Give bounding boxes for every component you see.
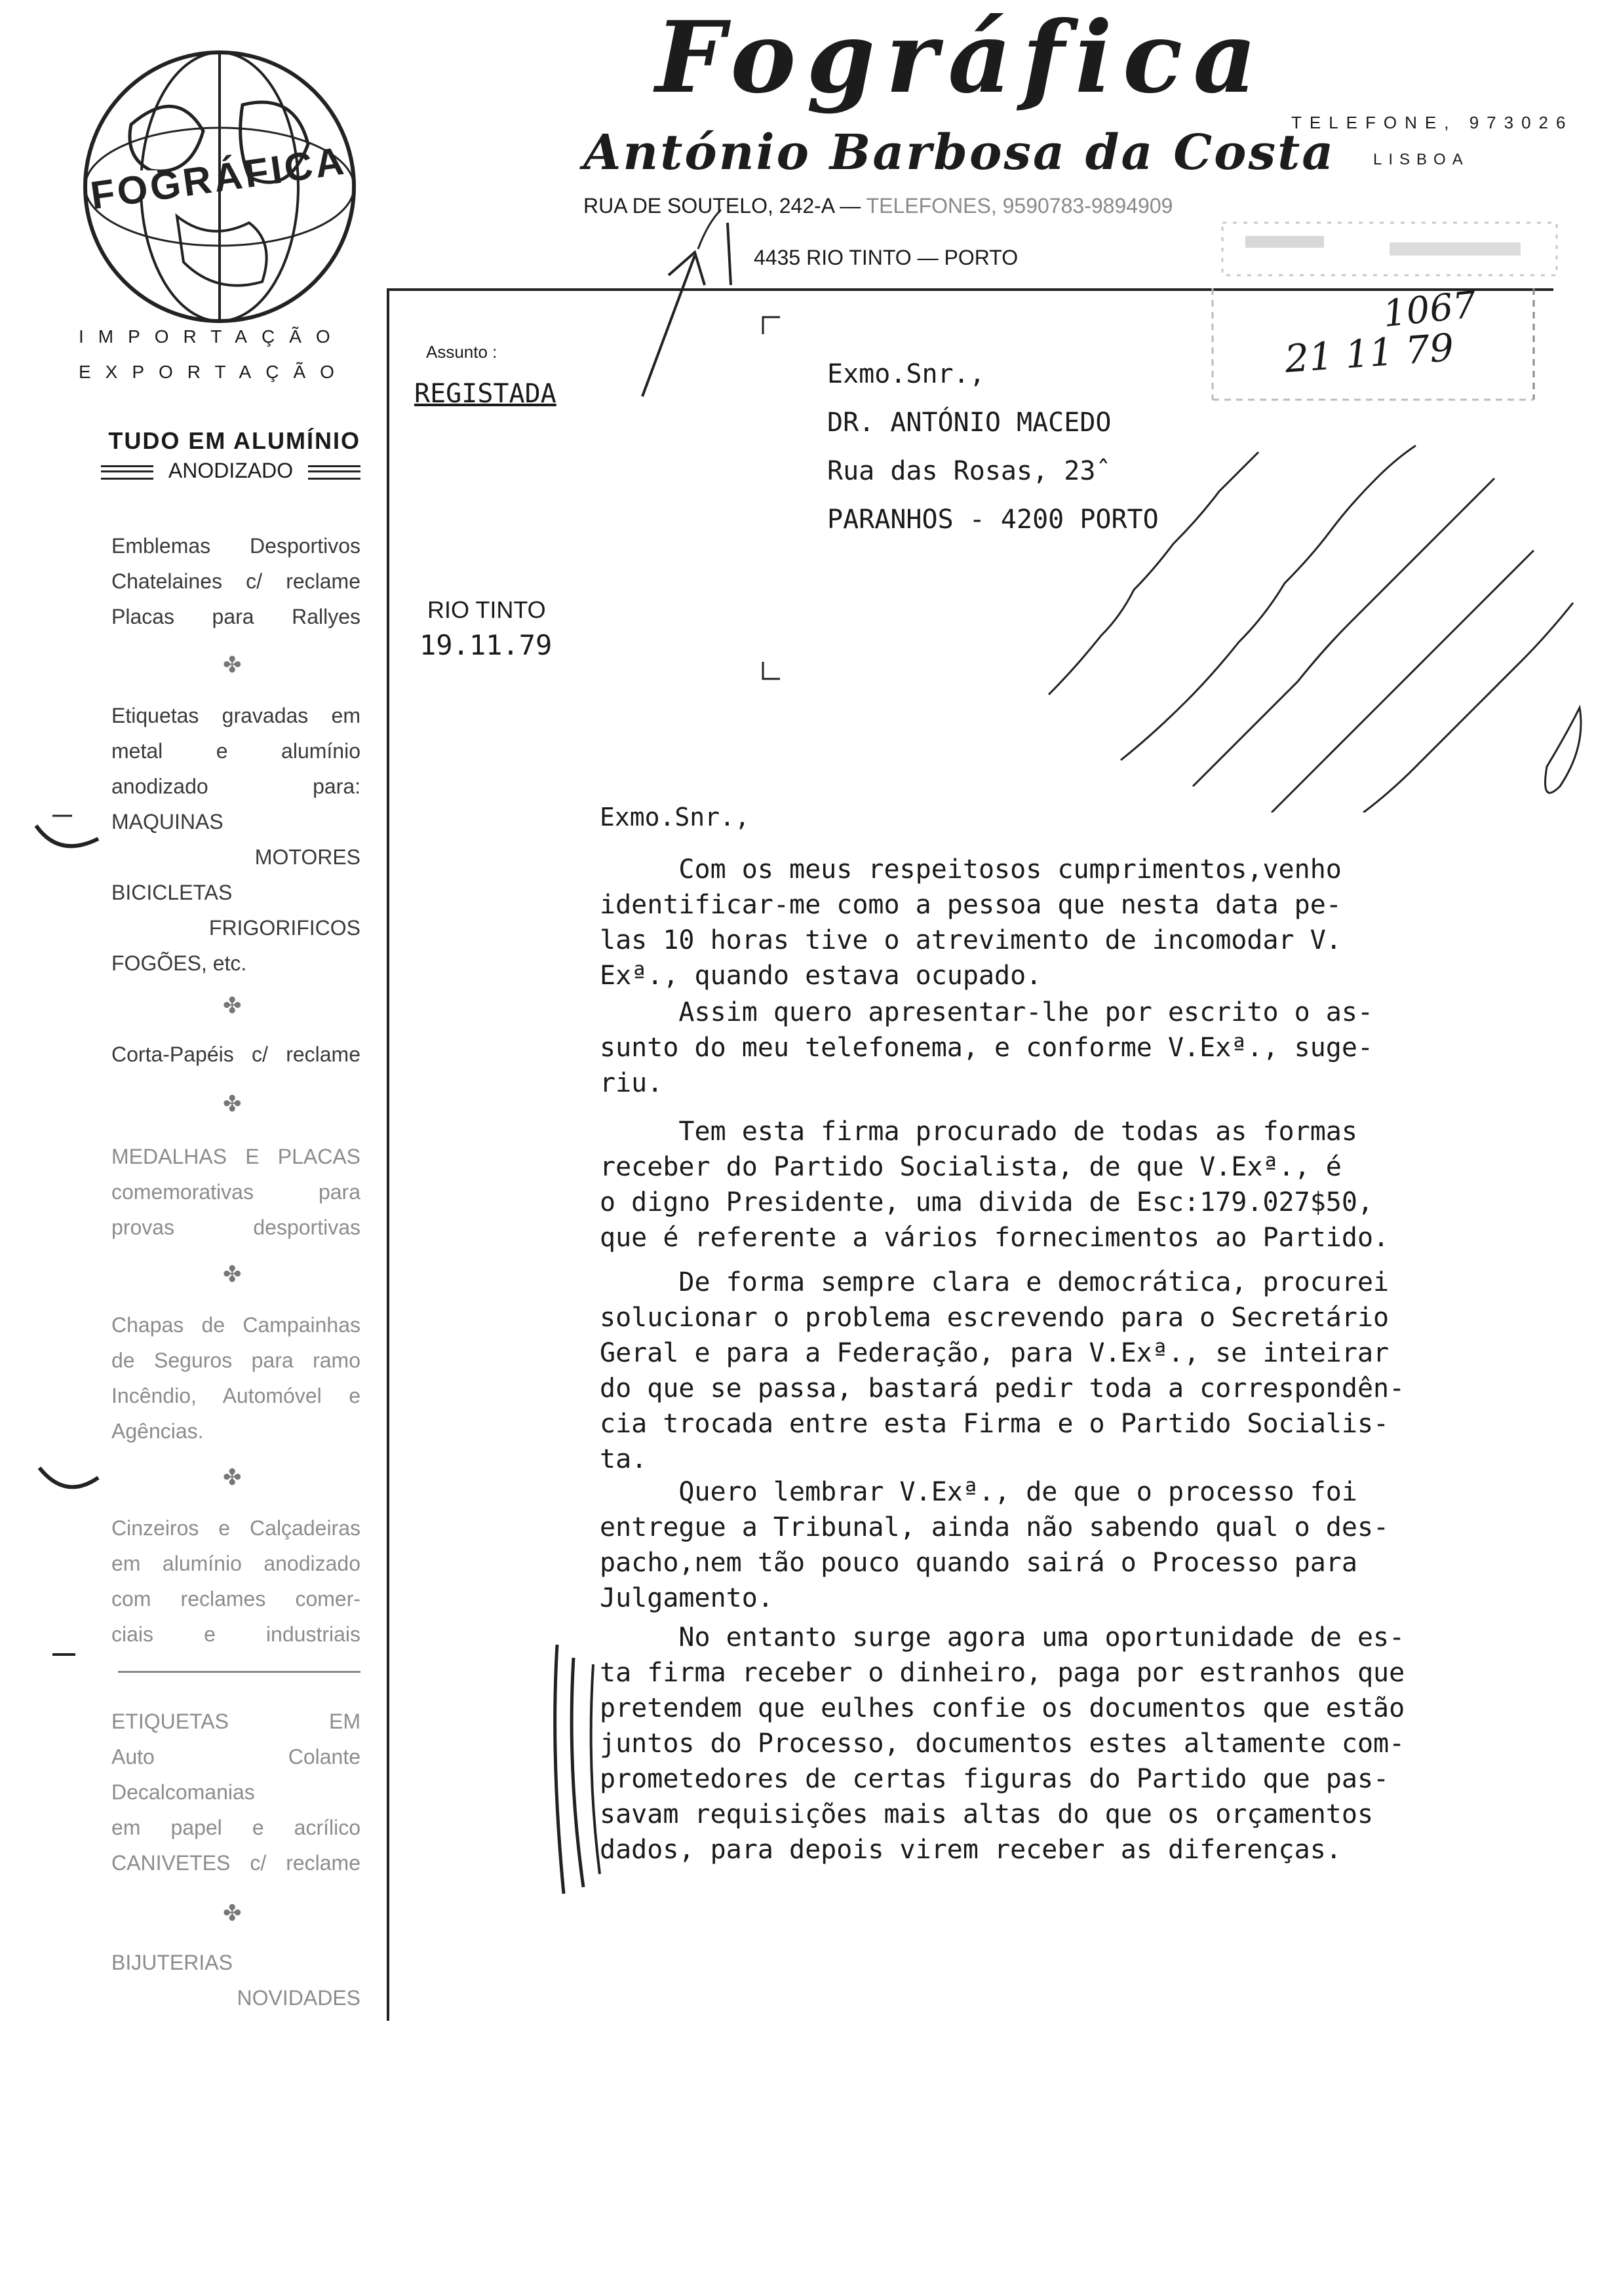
body-line: cia trocada entre esta Firma e o Partido Socialis-: [600, 1409, 1390, 1439]
services-line: metal e alumínio: [111, 739, 360, 763]
body-line: pacho,nem tão pouco quando sairá o Processo para: [600, 1548, 1357, 1578]
services-line: provas desportivas: [111, 1215, 360, 1239]
body-line: juntos do Processo, documentos estes altamente com-: [600, 1729, 1405, 1759]
services-block-2: [111, 698, 360, 981]
services-block-1: [111, 528, 360, 634]
body-line: que é referente a vários fornecimentos ao Partido.: [600, 1223, 1390, 1253]
body-paragraph-5: [600, 1474, 1589, 1616]
faded-stamp: [1219, 216, 1560, 282]
letter-date: 19.11.79: [419, 629, 553, 661]
recipient-line: PARANHOS - 4200 PORTO: [827, 505, 1159, 535]
salutation: Exmo.Snr.,: [600, 803, 750, 832]
body-line: prometedores de certas figuras do Partido que pas-: [600, 1764, 1390, 1794]
recipient-line: Exmo.Snr.,: [827, 359, 985, 389]
services-line: FOGÕES, etc.: [111, 951, 247, 975]
body-line: o digno Presidente, uma divida de Esc:179.027$50,: [600, 1187, 1374, 1217]
separator-ornament: ✤: [223, 993, 242, 1018]
body-line: dados, para depois virem receber as diferenças.: [600, 1835, 1342, 1865]
separator-ornament: ✤: [223, 653, 242, 678]
left-column-divider: [118, 1671, 360, 1673]
services-block-4: [111, 1139, 360, 1245]
subject-label: Assunto :: [426, 342, 497, 362]
services-line: em papel e acrílico: [111, 1816, 360, 1839]
services-line: BICICLETAS: [111, 881, 233, 904]
company-name: Fográfica: [655, 0, 1268, 115]
services-line: Auto Colante: [111, 1745, 360, 1769]
services-line: Emblemas Desportivos: [111, 534, 360, 558]
separator-ornament: ✤: [223, 1092, 242, 1117]
left-rule: [387, 291, 389, 2021]
services-line: anodizado para:: [111, 775, 360, 798]
body-line: ta.: [600, 1444, 648, 1474]
subject-value: REGISTADA: [414, 379, 556, 409]
body-line: Julgamento.: [600, 1583, 773, 1613]
body-line: savam requisições mais altas do que os orçamentos: [600, 1799, 1374, 1829]
services-block-3: [111, 1037, 360, 1072]
exportacao-label: EXPORTAÇÃO: [79, 362, 349, 382]
services-line: NOVIDADES: [237, 1986, 360, 2010]
handwritten-number: 1067: [1380, 283, 1479, 336]
services-line: ciais e industriais: [111, 1622, 360, 1646]
services-block-6: [111, 1510, 360, 1652]
services-line: Cinzeiros e Calçadeiras: [111, 1516, 360, 1540]
anodizado-line: [79, 459, 360, 483]
body-line: ta firma receber o dinheiro, paga por estranhos que: [600, 1658, 1405, 1688]
body-line: Tem esta firma procurado de todas as formas: [600, 1117, 1357, 1147]
services-block-8: [111, 1945, 360, 2016]
services-line: Decalcomanias: [111, 1780, 255, 1804]
body-line: Exª., quando estava ocupado.: [600, 961, 1042, 991]
services-line: MEDALHAS E PLACAS: [111, 1145, 360, 1168]
body-paragraph-3: [600, 1114, 1589, 1255]
services-line: FRIGORIFICOS: [208, 916, 360, 940]
body-line: do que se passa, bastará pedir toda a correspondên-: [600, 1373, 1405, 1404]
importacao-label: IMPORTAÇÃO: [79, 326, 345, 347]
letter-place: RIO TINTO: [427, 596, 546, 623]
window-corner-marks: [760, 315, 787, 681]
recipient-line: DR. ANTÓNIO MACEDO: [827, 408, 1112, 438]
body-line: solucionar o problema escrevendo para o Secretário: [600, 1303, 1390, 1333]
body-paragraph-1: [600, 852, 1589, 993]
body-paragraph-4: [600, 1265, 1589, 1477]
margin-highlight-marks: [544, 1638, 616, 1900]
logo-lettering: FOGRÁFICA: [88, 138, 349, 218]
body-line: Com os meus respeitosos cumprimentos,venho: [600, 854, 1342, 885]
services-block-5: [111, 1307, 360, 1449]
anodizado-label: ANODIZADO: [168, 459, 294, 482]
stamp-frame: [1206, 282, 1547, 406]
services-line: Chatelaines c/ reclame: [111, 569, 360, 593]
body-line: sunto do meu telefonema, e conforme V.Exª., suge-: [600, 1033, 1374, 1063]
body-line: pretendem que eulhes confie os documentos que estão: [600, 1693, 1405, 1723]
services-line: ETIQUETAS EM: [111, 1710, 360, 1733]
services-line: Placas para Rallyes: [111, 605, 360, 628]
body-paragraph-6: [600, 1620, 1589, 1867]
services-line: MAQUINAS: [111, 810, 224, 833]
body-line: Quero lembrar V.Exª., de que o processo foi: [600, 1477, 1357, 1507]
margin-hole-marks: [0, 786, 131, 1736]
phone-label: TELEFONE, 973026: [1291, 113, 1574, 132]
services-line: Chapas de Campainhas: [111, 1313, 360, 1337]
body-paragraph-2: [600, 995, 1589, 1101]
owner-name: António Barbosa da Costa: [583, 124, 1336, 181]
separator-ornament: ✤: [223, 1262, 242, 1287]
body-line: De forma sempre clara e democrática, procurei: [600, 1267, 1390, 1297]
body-line: Assim quero apresentar-lhe por escrito o as-: [600, 997, 1374, 1027]
services-line: com reclames comer-: [111, 1587, 360, 1611]
services-line: CANIVETES c/ reclame: [111, 1851, 360, 1875]
body-line: Geral e para a Federação, para V.Exª., se inteirar: [600, 1338, 1390, 1368]
company-logo: [79, 46, 360, 328]
services-block-7: [111, 1704, 360, 1881]
address-street: RUA DE SOUTELO, 242-A —: [583, 194, 861, 218]
body-line: las 10 horas tive o atrevimento de incomodar V.: [600, 925, 1342, 955]
aluminio-title: TUDO EM ALUMÍNIO: [108, 427, 360, 454]
address-phones: TELEFONES, 9590783-9894909: [866, 194, 1173, 218]
separator-ornament: ✤: [223, 1901, 242, 1926]
body-line: entregue a Tribunal, ainda não sabendo qual o des-: [600, 1512, 1390, 1542]
equals-mark-left: [101, 465, 153, 480]
handwritten-date: 21 11 79: [1283, 325, 1456, 381]
body-line: No entanto surge agora uma oportunidade de es-: [600, 1622, 1405, 1653]
body-line: receber do Partido Socialista, de que V.Exª., é: [600, 1152, 1342, 1182]
handwritten-annotation: [1022, 419, 1599, 813]
services-line: MOTORES: [254, 845, 360, 869]
services-line: de Seguros para ramo: [111, 1349, 360, 1372]
services-line: BIJUTERIAS: [111, 1951, 233, 1974]
services-line: comemorativas para: [111, 1180, 360, 1204]
separator-ornament: ✤: [223, 1465, 242, 1490]
services-line: Incêndio, Automóvel e: [111, 1384, 360, 1407]
equals-mark-right: [308, 465, 360, 480]
city-label: LISBOA: [1373, 151, 1469, 168]
services-line: em alumínio anodizado: [111, 1552, 360, 1575]
body-line: identificar-me como a pessoa que nesta data pe-: [600, 890, 1342, 920]
services-line: Etiquetas gravadas em: [111, 704, 360, 727]
services-line: Corta-Papéis c/ reclame: [111, 1043, 360, 1066]
services-line: Agências.: [111, 1419, 204, 1443]
address-postal: 4435 RIO TINTO — PORTO: [754, 246, 1019, 269]
recipient-line: Rua das Rosas, 23ˆ: [827, 456, 1112, 486]
body-line: riu.: [600, 1068, 663, 1098]
handwritten-arrow: [629, 197, 760, 400]
